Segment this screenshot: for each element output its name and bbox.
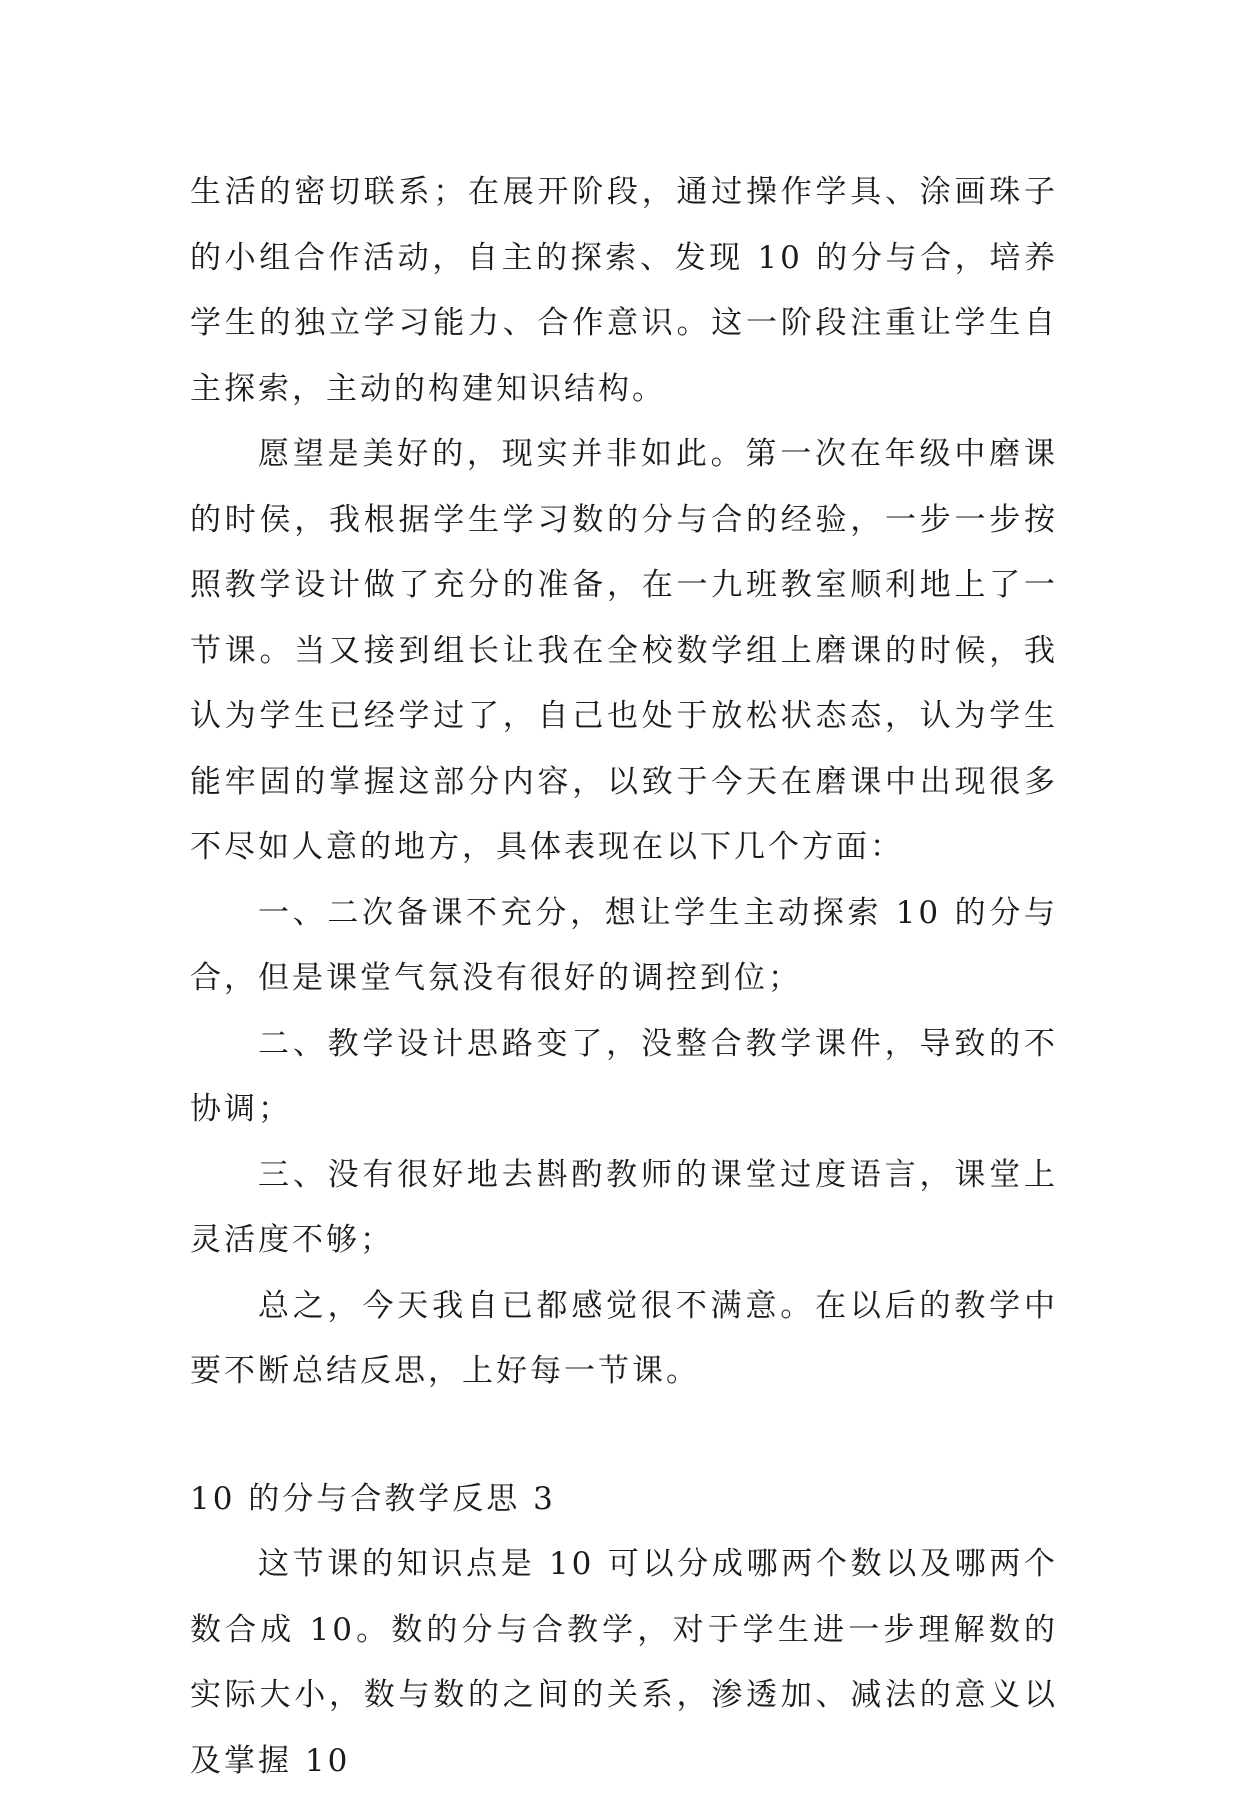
- section-heading: 10 的分与合教学反思 3: [190, 1480, 556, 1517]
- paragraph: 这节课的知识点是 10 可以分成哪两个数以及哪两个数合成 10。数的分与合教学，对于学生进一步理解数的实际大小，数与数的之间的关系，渗透加、减法的意义以及掌握 10: [190, 1546, 1058, 1779]
- paragraph: 总之，今天我自已都感觉很不满意。在以后的教学中要不断总结反思，上好每一节课。: [190, 1287, 1058, 1389]
- list-paragraph: 一、二次备课不充分，想让学生主动探索 10 的分与合，但是课堂气氛没有很好的调控到位；: [190, 894, 1058, 996]
- list-paragraph: 二、教学设计思路变了，没整合教学课件，导致的不协调；: [190, 1025, 1058, 1127]
- section-spacer: [190, 1405, 1058, 1467]
- paragraph: 愿望是美好的，现实并非如此。第一次在年级中磨课的时侯，我根据学生学习数的分与合的经验，一步一步按照教学设计做了充分的准备，在一九班教室顺利地上了一节课。当又接到组长让我在全校数学组上磨课的时候，我认为学生已经学过了，自己也处于放松状态态，认为学生能牢固的掌握这部分内容，以致于今天在磨课中出现很多不尽如人意的地方，具体表现在以下几个方面：: [190, 436, 1058, 865]
- document-body: [190, 160, 1058, 1794]
- paragraph: 生活的密切联系；在展开阶段，通过操作学具、涂画珠子的小组合作活动，自主的探索、发现 10 的分与合，培养学生的独立学习能力、合作意识。这一阶段注重让学生自主探索，主动的构建知识结构。: [190, 174, 1058, 407]
- list-paragraph: 三、没有很好地去斟酌教师的课堂过度语言，课堂上灵活度不够；: [190, 1156, 1058, 1258]
